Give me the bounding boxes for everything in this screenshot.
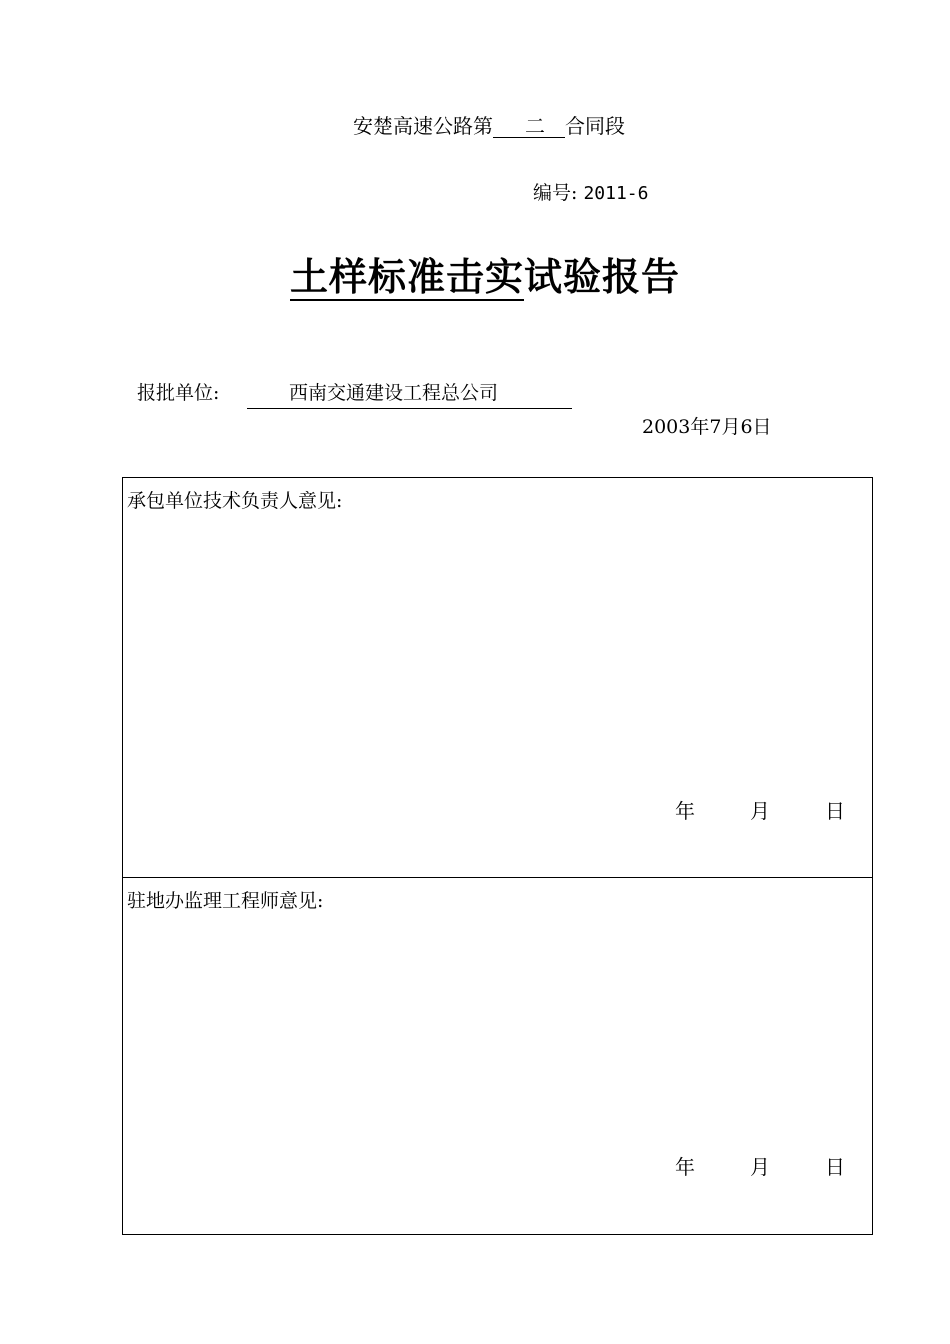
serial-number <box>533 180 648 207</box>
section-number: 二 <box>493 115 565 138</box>
contract-section-header <box>353 113 625 139</box>
supervisor-signature-date <box>675 1154 855 1180</box>
date-year: 年 <box>675 799 695 823</box>
supervisor-opinion-label: 驻地办监理工程师意见: <box>127 890 324 912</box>
date-month: 月 <box>750 1155 770 1179</box>
report-date: 2003年7月6日 <box>642 416 772 438</box>
date-day: 日 <box>825 799 845 823</box>
submitting-unit-label: 报批单位: <box>137 382 220 404</box>
title-rest: 试验报告 <box>524 254 681 299</box>
opinion-table <box>122 477 873 1235</box>
submitting-unit-value: 西南交通建设工程总公司 <box>247 380 572 409</box>
header-suffix: 合同段 <box>565 114 625 138</box>
serial-label: 编号: <box>533 182 578 204</box>
date-month: 月 <box>750 799 770 823</box>
title-underlined-part: 土样标准击实 <box>290 254 525 299</box>
page-title <box>290 252 680 302</box>
contractor-opinion-label: 承包单位技术负责人意见: <box>127 490 343 512</box>
contractor-opinion-cell[interactable] <box>123 478 872 878</box>
supervisor-opinion-cell[interactable] <box>123 878 872 1234</box>
date-year: 年 <box>675 1155 695 1179</box>
contractor-signature-date <box>675 798 855 824</box>
serial-value: 2011-6 <box>583 183 649 204</box>
date-day: 日 <box>825 1155 845 1179</box>
header-prefix: 安楚高速公路第 <box>353 114 493 138</box>
